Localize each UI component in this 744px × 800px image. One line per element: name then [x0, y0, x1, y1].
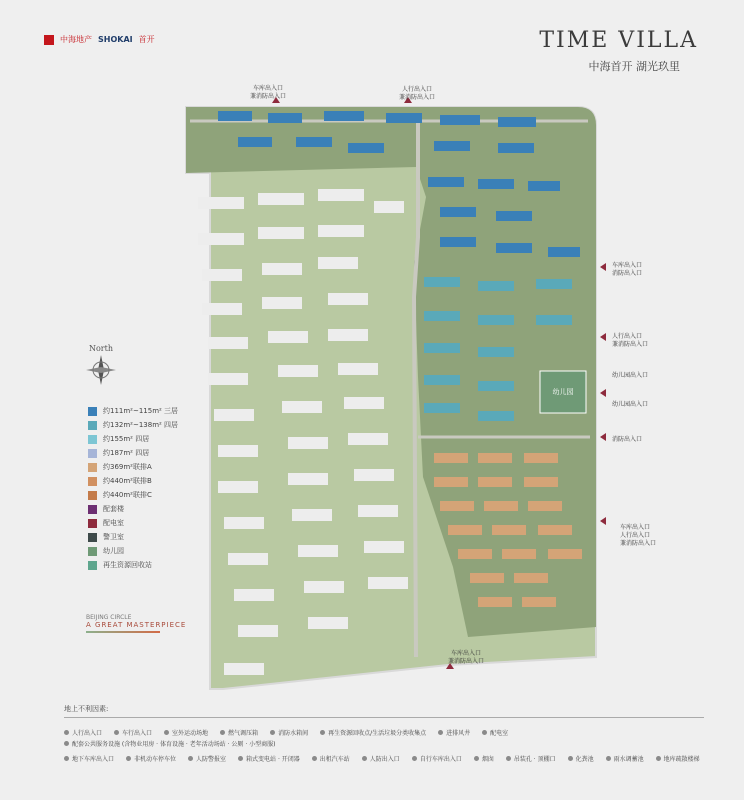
legend-item	[88, 544, 178, 558]
factor-dot-icon	[114, 730, 119, 735]
legend-item	[88, 474, 178, 488]
legend-item	[88, 418, 178, 432]
compass-icon	[84, 353, 118, 387]
adverse-factor-item: 非机动车停车位	[126, 754, 176, 763]
factor-dot-icon	[656, 756, 661, 761]
gate-label-east-2: 人行出入口 兼消防出入口	[612, 333, 649, 348]
legend-item	[88, 446, 178, 460]
factor-dot-icon	[220, 730, 225, 735]
legend-swatch	[88, 519, 97, 528]
adverse-factor-item: 地库疏散楼梯	[656, 754, 700, 763]
factor-dot-icon	[64, 741, 69, 746]
legend-swatch	[88, 491, 97, 500]
legend	[88, 404, 178, 572]
site-plan-map	[178, 97, 618, 697]
legend-swatch	[88, 435, 97, 444]
factor-dot-icon	[64, 730, 69, 735]
gate-label-east-4: 幼儿园出入口	[612, 401, 649, 408]
adverse-factor-item: 消防水箱间	[270, 728, 308, 737]
factor-dot-icon	[482, 730, 487, 735]
factor-dot-icon	[320, 730, 325, 735]
project-title: TIME VILLA	[539, 28, 698, 53]
masterpiece-bar	[86, 631, 160, 633]
legend-swatch	[88, 561, 97, 570]
factor-dot-icon	[506, 756, 511, 761]
factor-dot-icon	[362, 756, 367, 761]
legend-swatch	[88, 477, 97, 486]
legend-swatch	[88, 533, 97, 542]
legend-label: 约440m²联排B	[103, 477, 152, 485]
adverse-factor-item: 化粪池	[568, 754, 594, 763]
legend-item	[88, 502, 178, 516]
gate-label-east-1: 车库出入口 消防出入口	[612, 262, 643, 277]
legend-label: 约440m²联排C	[103, 491, 152, 499]
gate-label-east-5: 消防出入口	[612, 436, 643, 443]
adverse-factor-item: 再生资源回收点/生活垃圾分类收集点	[320, 728, 426, 737]
adverse-factors-row2	[64, 754, 704, 763]
legend-item	[88, 516, 178, 530]
legend-label: 约111m²~115m² 三居	[103, 407, 179, 415]
adverse-factor-item: 地下车库出入口	[64, 754, 114, 763]
adverse-factor-item: 人防警报室	[188, 754, 226, 763]
legend-label: 配套楼	[103, 505, 124, 513]
adverse-factor-item: 人行出入口	[64, 728, 102, 737]
legend-label: 约155m² 四居	[103, 435, 150, 443]
partner-name: SHOKAI	[98, 35, 133, 44]
partner-name-cn: 首开	[138, 35, 155, 44]
factor-dot-icon	[188, 756, 193, 761]
legend-label: 再生资源回收站	[103, 561, 152, 569]
legend-swatch	[88, 407, 97, 416]
adverse-factor-item: 配电室	[482, 728, 508, 737]
legend-label: 约132m²~138m² 四居	[103, 421, 179, 429]
adverse-factors	[64, 704, 704, 769]
adverse-factor-item: 室外运动场地	[164, 728, 208, 737]
adverse-factor-item: 烟囱	[474, 754, 494, 763]
legend-item	[88, 404, 178, 418]
legend-item	[88, 460, 178, 474]
factor-dot-icon	[312, 756, 317, 761]
legend-swatch	[88, 547, 97, 556]
legend-item	[88, 488, 178, 502]
legend-swatch	[88, 463, 97, 472]
adverse-factor-item: 配套公共服务设施 (含物业用房 · 体育设施 · 老年活动场站 · 公厕 · 小型商服)	[64, 739, 275, 748]
adverse-factors-row1	[64, 728, 704, 748]
factor-dot-icon	[438, 730, 443, 735]
legend-item	[88, 530, 178, 544]
legend-label: 警卫室	[103, 533, 124, 541]
adverse-factors-heading: 地上不利因素:	[64, 704, 704, 718]
adverse-factor-item: 进排风井	[438, 728, 470, 737]
masterpiece-badge: BEIJING CIRCLE A GREAT MASTERPIECE	[86, 614, 186, 633]
factor-dot-icon	[270, 730, 275, 735]
gate-label-north: 人行出入口 兼消防出入口	[399, 86, 436, 101]
legend-label: 约187m² 四居	[103, 449, 150, 457]
north-compass: North	[84, 344, 118, 391]
adverse-factor-item: 出租汽车站	[312, 754, 350, 763]
project-subtitle: 中海首开 湖光玖里	[588, 60, 680, 73]
adverse-factor-item: 自行车库出入口	[412, 754, 462, 763]
factor-dot-icon	[126, 756, 131, 761]
adverse-factor-item: 燃气调压箱	[220, 728, 258, 737]
adverse-factor-item: 箱式变电站 · 开闭器	[238, 754, 300, 763]
gate-label-north-west: 车库出入口 兼消防出入口	[250, 85, 287, 100]
legend-label: 幼儿园	[103, 547, 124, 555]
legend-label: 约369m²联排A	[103, 463, 152, 471]
factor-dot-icon	[568, 756, 573, 761]
developer-name: 中海地产	[60, 35, 92, 44]
gate-label-south: 车库出入口 兼消防出入口	[448, 650, 485, 665]
legend-item	[88, 558, 178, 572]
factor-dot-icon	[164, 730, 169, 735]
adverse-factor-item: 人防出入口	[362, 754, 400, 763]
legend-label: 配电室	[103, 519, 124, 527]
gate-label-east-3: 幼儿园出入口	[612, 372, 649, 379]
gate-label-east-6: 车库出入口 人行出入口 兼消防出入口	[620, 524, 657, 547]
adverse-factor-item: 吊装孔 · 顶棚口	[506, 754, 556, 763]
factor-dot-icon	[474, 756, 479, 761]
factor-dot-icon	[238, 756, 243, 761]
factor-dot-icon	[606, 756, 611, 761]
adverse-factor-item: 车行出入口	[114, 728, 152, 737]
factor-dot-icon	[412, 756, 417, 761]
developer-logo-icon	[44, 35, 54, 45]
legend-swatch	[88, 449, 97, 458]
adverse-factor-item: 雨水调蓄池	[606, 754, 644, 763]
legend-item	[88, 432, 178, 446]
kindergarten-label: 幼儿园	[552, 388, 574, 396]
legend-swatch	[88, 505, 97, 514]
factor-dot-icon	[64, 756, 69, 761]
brand-header	[44, 34, 155, 45]
legend-swatch	[88, 421, 97, 430]
